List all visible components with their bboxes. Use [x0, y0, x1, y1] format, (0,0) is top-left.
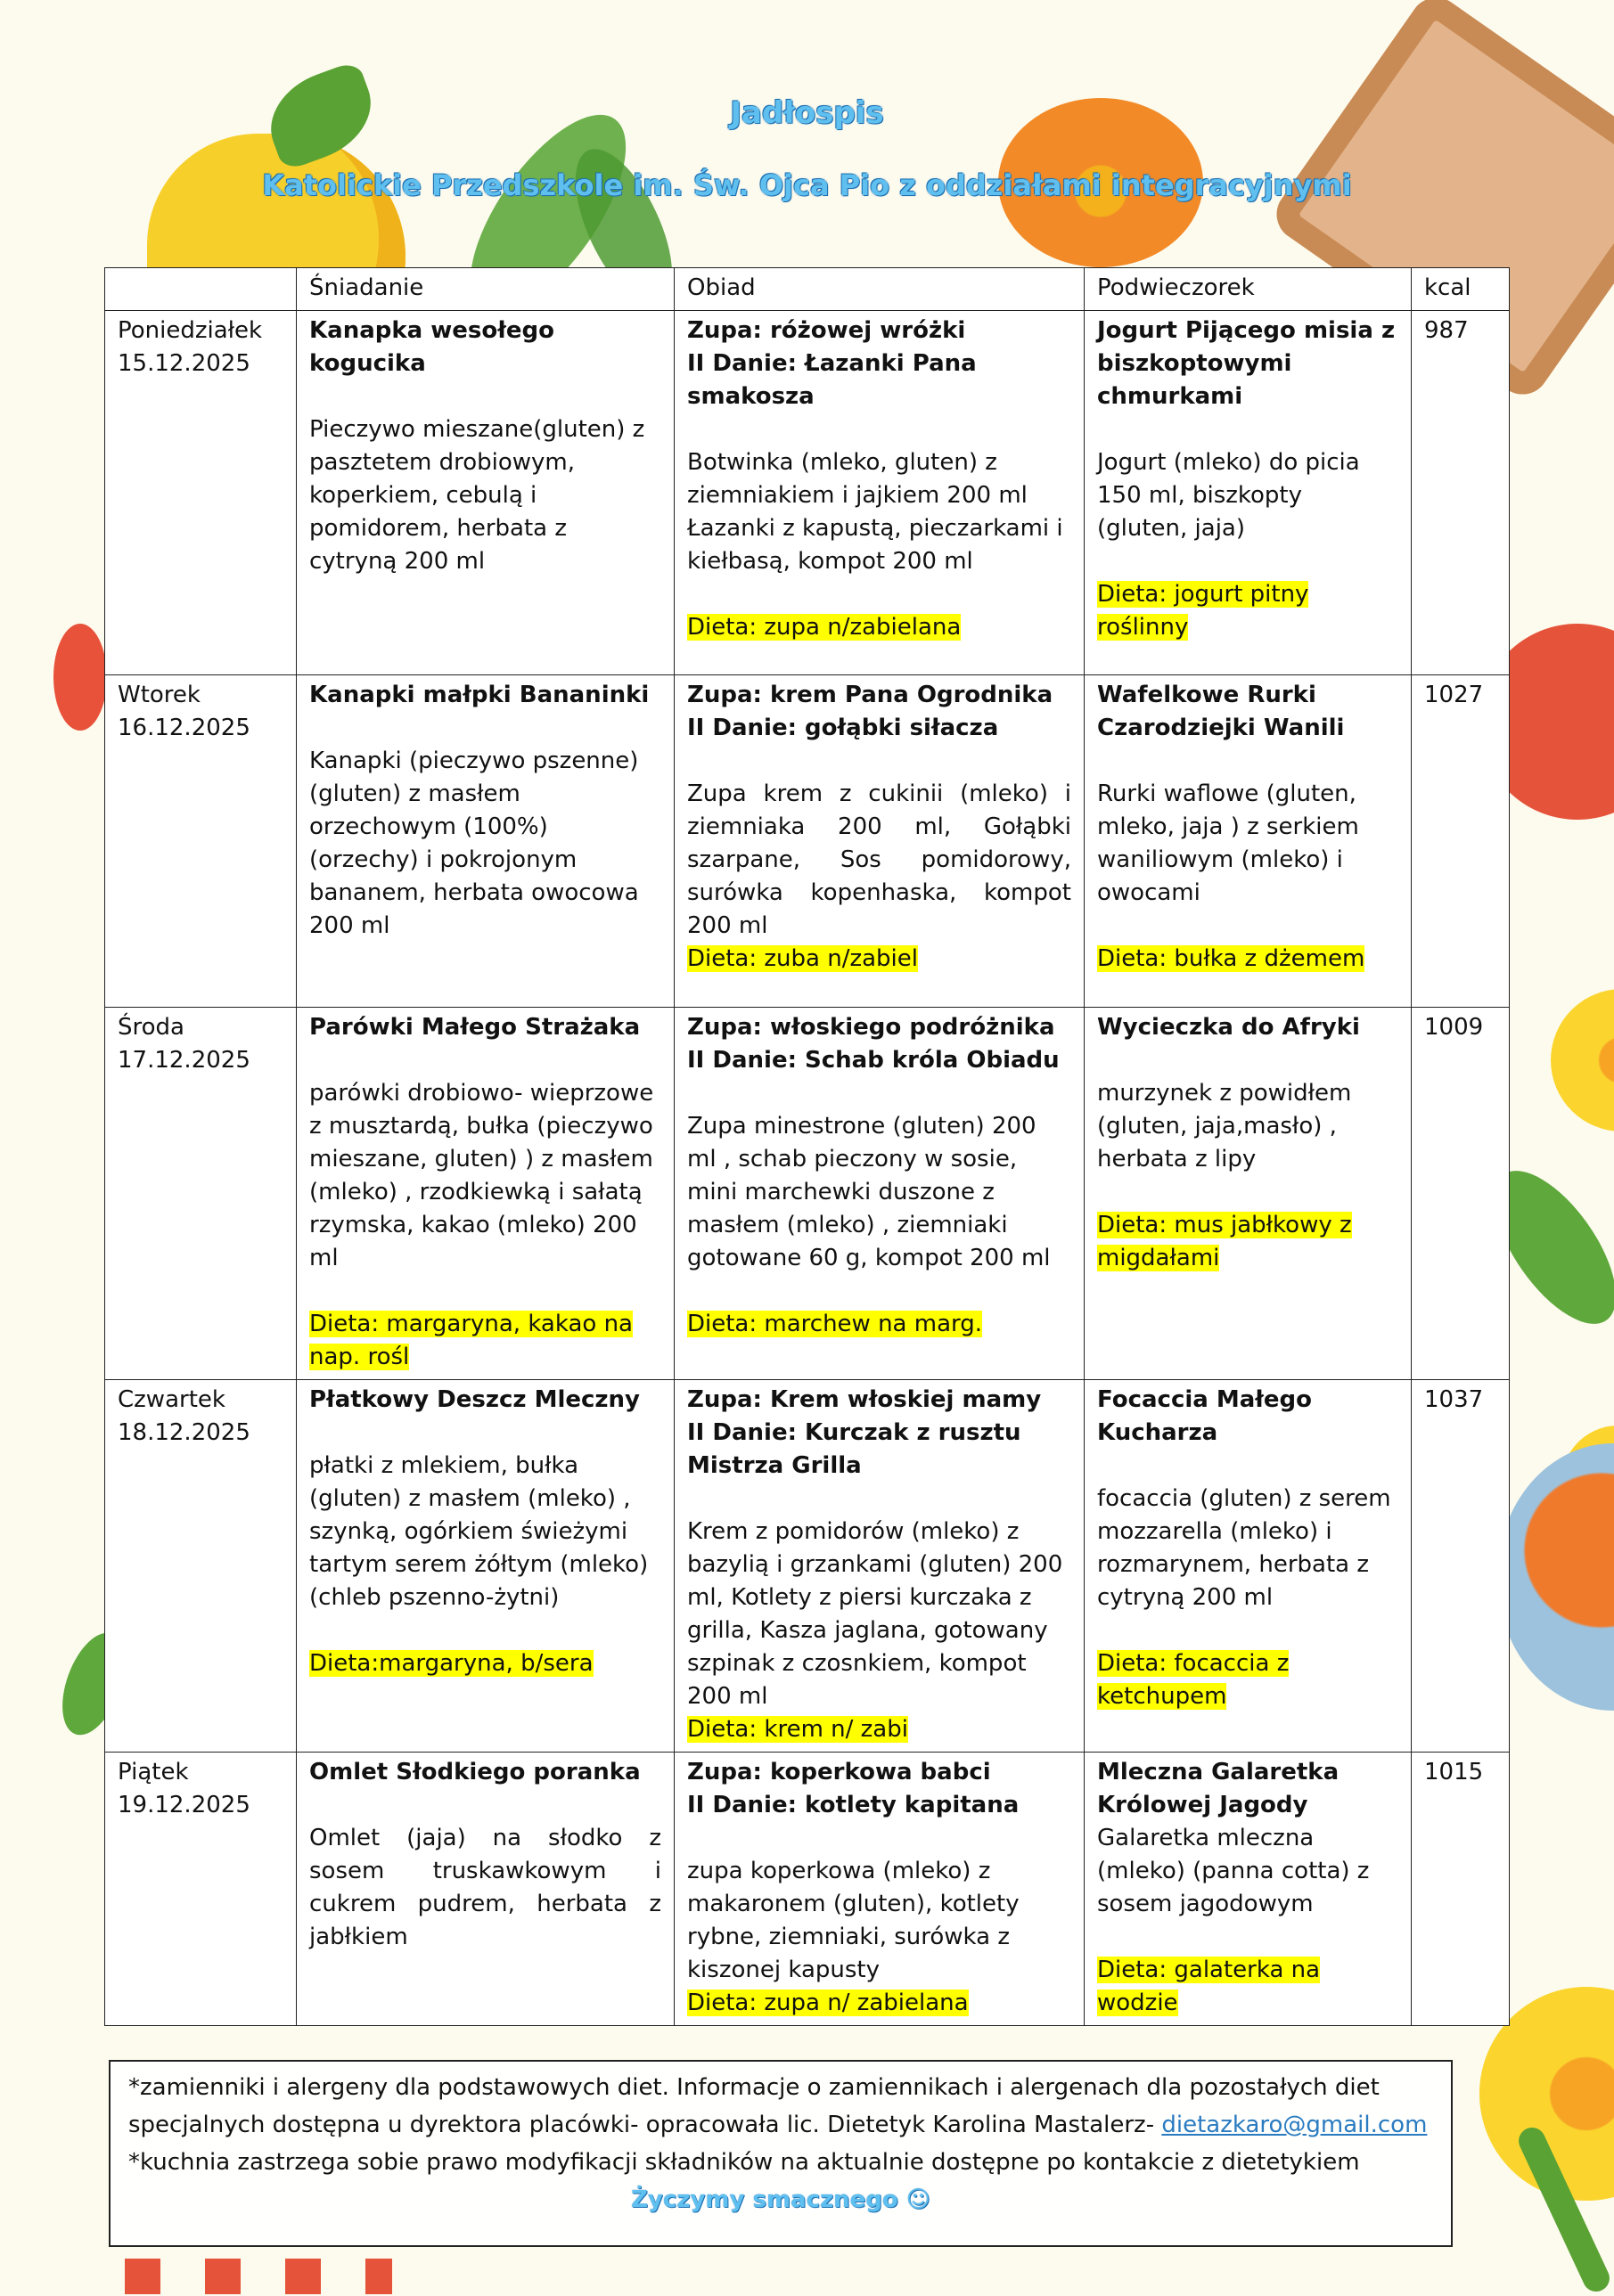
column-header-breakfast: Śniadanie	[297, 268, 675, 311]
leaves-decoration	[125, 2259, 392, 2294]
breakfast-name: Kanapki małpki Bananinki	[309, 682, 650, 708]
kcal-cell: 1015	[1412, 1753, 1510, 2026]
lunch-main: II Danie: gołąbki siłacza	[687, 715, 999, 741]
lunch-description: Zupa minestrone (gluten) 200 ml , schab pieczony w sosie, mini marchewki duszone z masłem (mleko) , ziemniaki gotowane 60 g, kompot 200 ml	[687, 1113, 1051, 1271]
day-date: 15.12.2025	[118, 350, 250, 377]
table-row	[105, 675, 1510, 1008]
tomato-decoration	[53, 624, 107, 731]
column-header-kcal: kcal	[1412, 268, 1510, 311]
kcal-cell: 1027	[1412, 675, 1510, 1008]
breakfast-description: Pieczywo mieszane(gluten) z pasztetem drobiowym, koperkiem, cebulą i pomidorem, herbata z cytryną 200 ml	[309, 416, 645, 575]
lunch-cell	[675, 1008, 1085, 1380]
lunch-diet-note: Dieta: zupa n/ zabielana	[687, 1990, 969, 2016]
snack-description: Jogurt (mleko) do picia 150 ml, biszkopty (gluten, jaja)	[1097, 449, 1360, 542]
page-subtitle: Katolickie Przedszkole im. Św. Ojca Pio z oddziałami integracyjnymi	[262, 168, 1352, 202]
day-date: 18.12.2025	[118, 1419, 250, 1446]
breakfast-cell	[297, 1008, 675, 1380]
day-name: Czwartek	[118, 1386, 225, 1413]
menu-table	[104, 267, 1510, 2026]
lunch-description: Botwinka (mleko, gluten) z ziemniakiem i jajkiem 200 ml Łazanki z kapustą, pieczarkami i kiełbasą, kompot 200 ml	[687, 449, 1063, 575]
snack-name: Jogurt Pijącego misia z biszkoptowymi chmurkami	[1097, 317, 1396, 410]
day-cell	[105, 675, 297, 1008]
lunch-main: II Danie: Kurczak z rusztu Mistrza Grilla	[687, 1419, 1021, 1479]
table-row	[105, 1008, 1510, 1380]
snack-cell	[1085, 1008, 1412, 1380]
lunch-soup: Zupa: koperkowa babci	[687, 1759, 991, 1785]
snack-cell	[1085, 1753, 1412, 2026]
breakfast-name: Omlet Słodkiego poranka	[309, 1759, 641, 1785]
breakfast-name: Kanapka wesołego kogucika	[309, 317, 554, 377]
snack-name: Wafelkowe Rurki Czarodziejki Wanili	[1097, 682, 1345, 741]
table-row	[105, 311, 1510, 675]
kcal-cell: 987	[1412, 311, 1510, 675]
soup-bowl-decoration	[1497, 1443, 1614, 1711]
table-row	[105, 1380, 1510, 1753]
day-name: Poniedziałek	[118, 317, 263, 344]
breakfast-diet-note: Dieta: margaryna, kakao na nap. rośl	[309, 1311, 633, 1370]
breakfast-cell	[297, 1753, 675, 2026]
lunch-diet-note: Dieta: zuba n/zabiel	[687, 945, 918, 972]
lunch-soup: Zupa: włoskiego podróżnika	[687, 1014, 1055, 1041]
lunch-main: II Danie: Łazanki Pana smakosza	[687, 350, 977, 410]
lunch-description: Krem z pomidorów (mleko) z bazylią i grzankami (gluten) 200 ml, Kotlety z piersi kurczaka z grilla, Kasza jaglana, gotowany szpinak z czosnkiem, kompot 200 ml	[687, 1518, 1063, 1710]
lunch-cell	[675, 311, 1085, 675]
breakfast-description: płatki z mlekiem, bułka (gluten) z masłem (mleko) , szynką, ogórkiem świeżymi tartym serem żółtym (mleko) (chleb pszenno-żytni)	[309, 1452, 649, 1611]
lunch-main: II Danie: Schab króla Obiadu	[687, 1047, 1060, 1074]
column-header-lunch: Obiad	[675, 268, 1085, 311]
snack-name: Mleczna Galaretka Królowej Jagody	[1097, 1759, 1340, 1818]
column-header-day	[105, 268, 297, 311]
breakfast-cell	[297, 1380, 675, 1753]
footer-line-2: *kuchnia zastrzega sobie prawo modyfikacji składników na aktualnie dostępne po kontakcie z dietetykiem	[128, 2149, 1360, 2176]
day-date: 17.12.2025	[118, 1047, 250, 1074]
dietitian-email-link[interactable]: dietazkaro@gmail.com	[1161, 2112, 1428, 2138]
breakfast-diet-note: Dieta:margaryna, b/sera	[309, 1650, 594, 1677]
lunch-diet-note: Dieta: krem n/ zabi	[687, 1716, 908, 1743]
breakfast-name: Płatkowy Deszcz Mleczny	[309, 1386, 640, 1413]
snack-diet-note: Dieta: galaterka na wodzie	[1097, 1957, 1321, 2016]
snack-description: Rurki waflowe (gluten, mleko, jaja ) z serkiem waniliowym (mleko) i owocami	[1097, 780, 1359, 906]
snack-name: Wycieczka do Afryki	[1097, 1014, 1360, 1041]
lunch-soup: Zupa: krem Pana Ogrodnika	[687, 682, 1053, 708]
breakfast-description: parówki drobiowo- wieprzowe z musztardą, bułka (pieczywo mieszane, gluten) ) z masłem (mleko) , rzodkiewką i sałatą rzymska, kakao (mleko) 200 ml	[309, 1080, 654, 1271]
day-name: Środa	[118, 1014, 184, 1041]
snack-diet-note: Dieta: jogurt pitny roślinny	[1097, 581, 1309, 641]
footer-allergen-note	[128, 2069, 1433, 2144]
lunch-cell	[675, 1753, 1085, 2026]
day-cell	[105, 1753, 297, 2026]
snack-diet-note: Dieta: mus jabłkowy z migdałami	[1097, 1212, 1352, 1271]
lunch-cell	[675, 1380, 1085, 1753]
column-header-snack: Podwieczorek	[1085, 268, 1412, 311]
table-row	[105, 1753, 1510, 2026]
kcal-cell: 1037	[1412, 1380, 1510, 1753]
breakfast-cell	[297, 311, 675, 675]
snack-description: murzynek z powidłem (gluten, jaja,masło) , herbata z lipy	[1097, 1080, 1352, 1173]
snack-cell	[1085, 675, 1412, 1008]
day-date: 19.12.2025	[118, 1792, 250, 1818]
lunch-main: II Danie: kotlety kapitana	[687, 1792, 1020, 1818]
snack-diet-note: Dieta: focaccia z ketchupem	[1097, 1650, 1290, 1710]
snack-diet-note: Dieta: bułka z dżemem	[1097, 945, 1365, 972]
breakfast-description: Kanapki (pieczywo pszenne) (gluten) z masłem orzechowym (100%) (orzechy) i pokrojonym bananem, herbata owocowa 200 ml	[309, 748, 639, 939]
breakfast-name: Parówki Małego Strażaka	[309, 1014, 641, 1041]
lunch-soup: Zupa: Krem włoskiej mamy	[687, 1386, 1042, 1413]
day-date: 16.12.2025	[118, 715, 250, 741]
day-cell	[105, 1008, 297, 1380]
lunch-diet-note: Dieta: zupa n/zabielana	[687, 614, 962, 641]
footer-notes	[109, 2060, 1453, 2247]
day-name: Wtorek	[118, 682, 201, 708]
snack-description: Galaretka mleczna (mleko) (panna cotta) z sosem jagodowym	[1097, 1825, 1370, 1917]
footer-wish: Życzymy smacznego ☺	[631, 2186, 930, 2213]
lunch-soup: Zupa: różowej wróżki	[687, 317, 966, 344]
lunch-description: Zupa krem z cukinii (mleko) i ziemniaka 200 ml, Gołąbki szarpane, Sos pomidorowy, surówka kopenhaska, kompot 200 ml	[687, 780, 1071, 939]
page-header	[0, 89, 1614, 208]
snack-cell	[1085, 1380, 1412, 1753]
flower-decoration	[1551, 989, 1614, 1132]
snack-name: Focaccia Małego Kucharza	[1097, 1386, 1313, 1446]
lunch-cell	[675, 675, 1085, 1008]
table-header-row	[105, 268, 1510, 311]
lunch-diet-note: Dieta: marchew na marg.	[687, 1311, 983, 1337]
page-title: Jadłospis	[730, 95, 884, 131]
day-name: Piątek	[118, 1759, 189, 1785]
snack-description: focaccia (gluten) z serem mozzarella (mleko) i rozmarynem, herbata z cytryną 200 ml	[1097, 1485, 1391, 1611]
footer-line-1: *zamienniki i alergeny dla podstawowych diet. Informacje o zamiennikach i alergenach dla pozostałych diet specjalnych dostępna u dyrektora placówki- opracowała lic. Dietetyk Karolina Mastalerz-	[128, 2074, 1380, 2138]
lunch-description: zupa koperkowa (mleko) z makaronem (gluten), kotlety rybne, ziemniaki, surówka z kiszonej kapusty	[687, 1858, 1020, 1983]
day-cell	[105, 311, 297, 675]
breakfast-cell	[297, 675, 675, 1008]
day-cell	[105, 1380, 297, 1753]
kcal-cell: 1009	[1412, 1008, 1510, 1380]
snack-cell	[1085, 311, 1412, 675]
breakfast-description: Omlet (jaja) na słodko z sosem truskawkowym i cukrem pudrem, herbata z jabłkiem	[309, 1825, 661, 1950]
